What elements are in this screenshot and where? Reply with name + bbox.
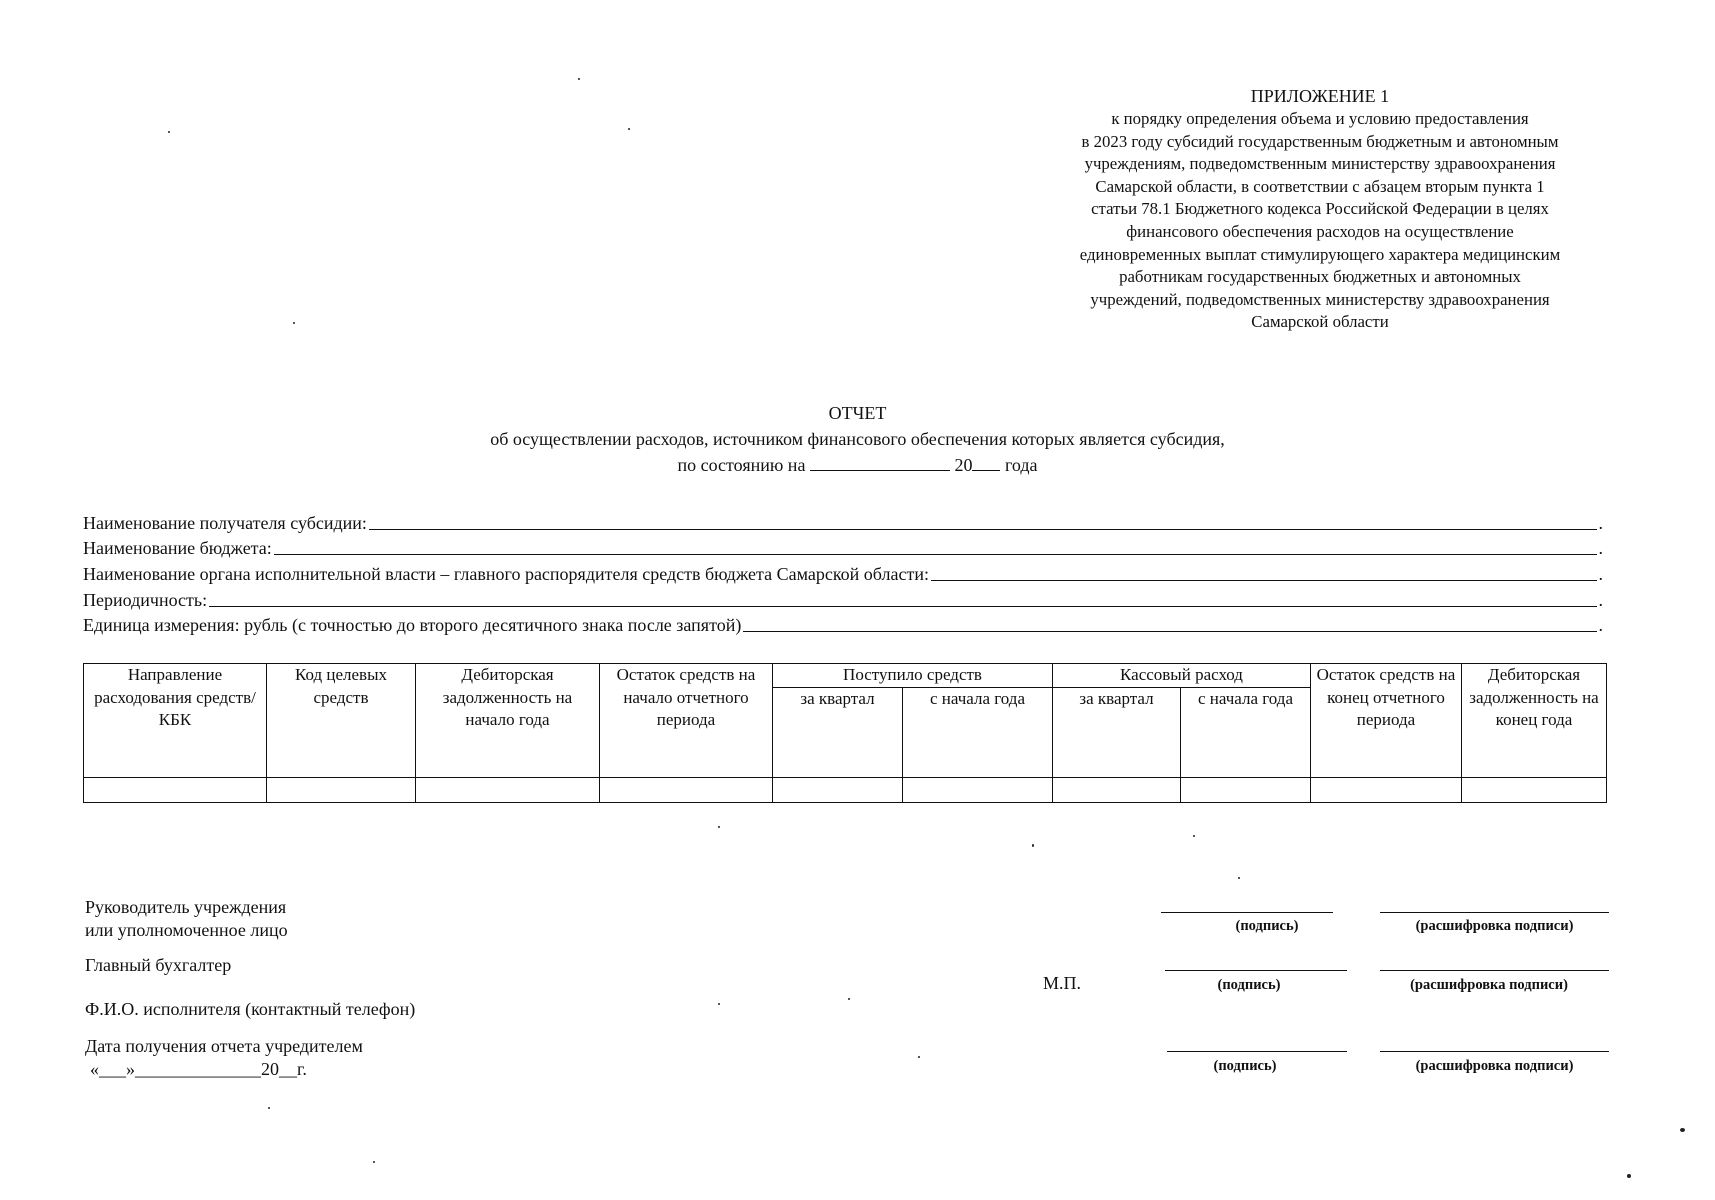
appendix-line: единовременных выплат стимулирующего характера медицинским [1079, 244, 1561, 264]
scan-speck [1032, 844, 1034, 847]
date-received [85, 1035, 363, 1081]
signature-decode-line[interactable] [1380, 970, 1609, 971]
scan-speck [628, 128, 630, 130]
field-input-line[interactable] [209, 606, 1596, 607]
field-end: . [1598, 538, 1603, 558]
appendix-line: финансового обеспечения расходов на осуществление [1126, 221, 1514, 241]
table-cell[interactable] [84, 777, 267, 802]
scan-speck [718, 826, 720, 828]
caption-sign: (подпись) [1217, 977, 1281, 993]
field-recipient [83, 508, 1603, 534]
table-cell[interactable] [1181, 777, 1311, 802]
table-cell[interactable] [1311, 777, 1462, 802]
cash-quarter: за квартал [1053, 687, 1181, 777]
field-input-line[interactable] [743, 631, 1596, 632]
head-signatory [85, 896, 288, 942]
col-code: Код целевых средств [267, 664, 416, 778]
field-periodicity [83, 585, 1603, 611]
group-received: Поступило средств [773, 664, 1053, 688]
received-year: с начала года [903, 687, 1053, 777]
signature-line[interactable] [1161, 912, 1333, 913]
table-cell[interactable] [1053, 777, 1181, 802]
signature-decode-line[interactable] [1380, 912, 1609, 913]
caption-decode: (расшифровка подписи) [1415, 1058, 1574, 1074]
appendix-title: ПРИЛОЖЕНИЕ 1 [1250, 86, 1390, 106]
appendix-line: учреждений, подведомственных министерству здравоохранения [1090, 289, 1550, 309]
executor-label: Ф.И.О. исполнителя (контактный телефон) [85, 999, 416, 1019]
col-debt-start: Дебиторская задолженность на начало года [416, 664, 600, 778]
accountant-label: Главный бухгалтер [85, 955, 232, 975]
received-quarter: за квартал [773, 687, 903, 777]
col-debt-end: Дебиторская задолженность на конец года [1462, 664, 1607, 778]
field-label: Наименование органа исполнительной власти – главного распорядителя средств бюджета Самарской области: [83, 564, 929, 584]
field-authority [83, 559, 1603, 585]
report-date-line [0, 452, 1715, 478]
signature-line[interactable] [1167, 1051, 1347, 1052]
field-input-line[interactable] [274, 554, 1597, 555]
appendix-line: работникам государственных бюджетных и автономных [1119, 267, 1521, 287]
caption-sign: (подпись) [1235, 918, 1299, 934]
field-label: Наименование бюджета: [83, 538, 272, 558]
head-line1: Руководитель учреждения [85, 897, 287, 917]
signature-decode-line[interactable] [1380, 1051, 1609, 1052]
signature-line[interactable] [1165, 970, 1347, 971]
field-end: . [1598, 564, 1603, 584]
caption-decode: (расшифровка подписи) [1410, 977, 1568, 993]
caption-decode: (расшифровка подписи) [1415, 918, 1574, 934]
date-prefix: по состоянию на [677, 455, 806, 475]
date-received-label: Дата получения отчета учредителем [85, 1036, 363, 1056]
report-heading [0, 400, 1715, 478]
scan-speck [1238, 877, 1240, 879]
appendix-line: Самарской области [1251, 312, 1389, 332]
scan-speck [1680, 1128, 1685, 1132]
field-label: Наименование получателя субсидии: [83, 513, 367, 533]
report-subtitle: об осуществлении расходов, источником финансового обеспечения которых является субсидия, [490, 429, 1225, 449]
scan-speck [1627, 1174, 1631, 1178]
table-cell[interactable] [416, 777, 600, 802]
field-label: Единица измерения: рубль (с точностью до второго десятичного знака после запятой) [83, 615, 742, 635]
col-direction: Направление расходования средств/КБК [84, 664, 267, 778]
table-cell[interactable] [600, 777, 773, 802]
field-end: . [1598, 615, 1603, 635]
cash-year: с начала года [1181, 687, 1311, 777]
field-budget [83, 533, 1603, 559]
appendix-line: учреждениям, подведомственным министерству здравоохранения [1084, 154, 1556, 174]
field-unit [83, 610, 1603, 636]
field-end: . [1598, 590, 1603, 610]
date-suffix: года [1004, 455, 1038, 475]
report-title: ОТЧЕТ [828, 403, 887, 423]
table-cell[interactable] [903, 777, 1053, 802]
appendix-line: Самарской области, в соответствии с абзацем вторым пункта 1 [1095, 176, 1545, 196]
scan-speck [373, 1161, 375, 1163]
field-label: Периодичность: [83, 590, 208, 610]
table-cell[interactable] [773, 777, 903, 802]
scan-speck [168, 131, 170, 133]
scan-speck [268, 1107, 270, 1109]
scan-speck [848, 998, 850, 1000]
scan-speck [293, 322, 295, 324]
scan-speck [918, 1056, 920, 1058]
appendix-line: к порядку определения объема и условию предоставления [1111, 109, 1529, 128]
field-input-line[interactable] [931, 580, 1597, 581]
group-cash: Кассовый расход [1053, 664, 1311, 688]
table-cell[interactable] [267, 777, 416, 802]
appendix-header [1020, 84, 1620, 334]
appendix-line: статьи 78.1 Бюджетного кодекса Российской Федерации в целях [1091, 199, 1549, 219]
date-received-blank[interactable]: «___»______________20__г. [90, 1059, 307, 1079]
date-year: 20 [954, 455, 973, 475]
field-input-line[interactable] [369, 529, 1597, 530]
scan-speck [718, 1003, 720, 1005]
col-balance-start: Остаток средств на начало отчетного периода [600, 664, 773, 778]
caption-sign: (подпись) [1213, 1058, 1277, 1074]
stamp-place: М.П. [1043, 973, 1082, 993]
scan-speck [578, 78, 580, 80]
table-cell[interactable] [1462, 777, 1607, 802]
appendix-line: в 2023 году субсидий государственным бюджетным и автономным [1081, 131, 1559, 151]
date-blank[interactable] [810, 452, 950, 471]
head-line2: или уполномоченное лицо [85, 920, 288, 940]
field-end: . [1598, 513, 1603, 533]
report-table [83, 663, 1607, 803]
scan-speck [1193, 835, 1195, 837]
year-blank[interactable] [972, 452, 1000, 471]
col-balance-end: Остаток средств на конец отчетного периода [1311, 664, 1462, 778]
table-row [84, 777, 1607, 802]
